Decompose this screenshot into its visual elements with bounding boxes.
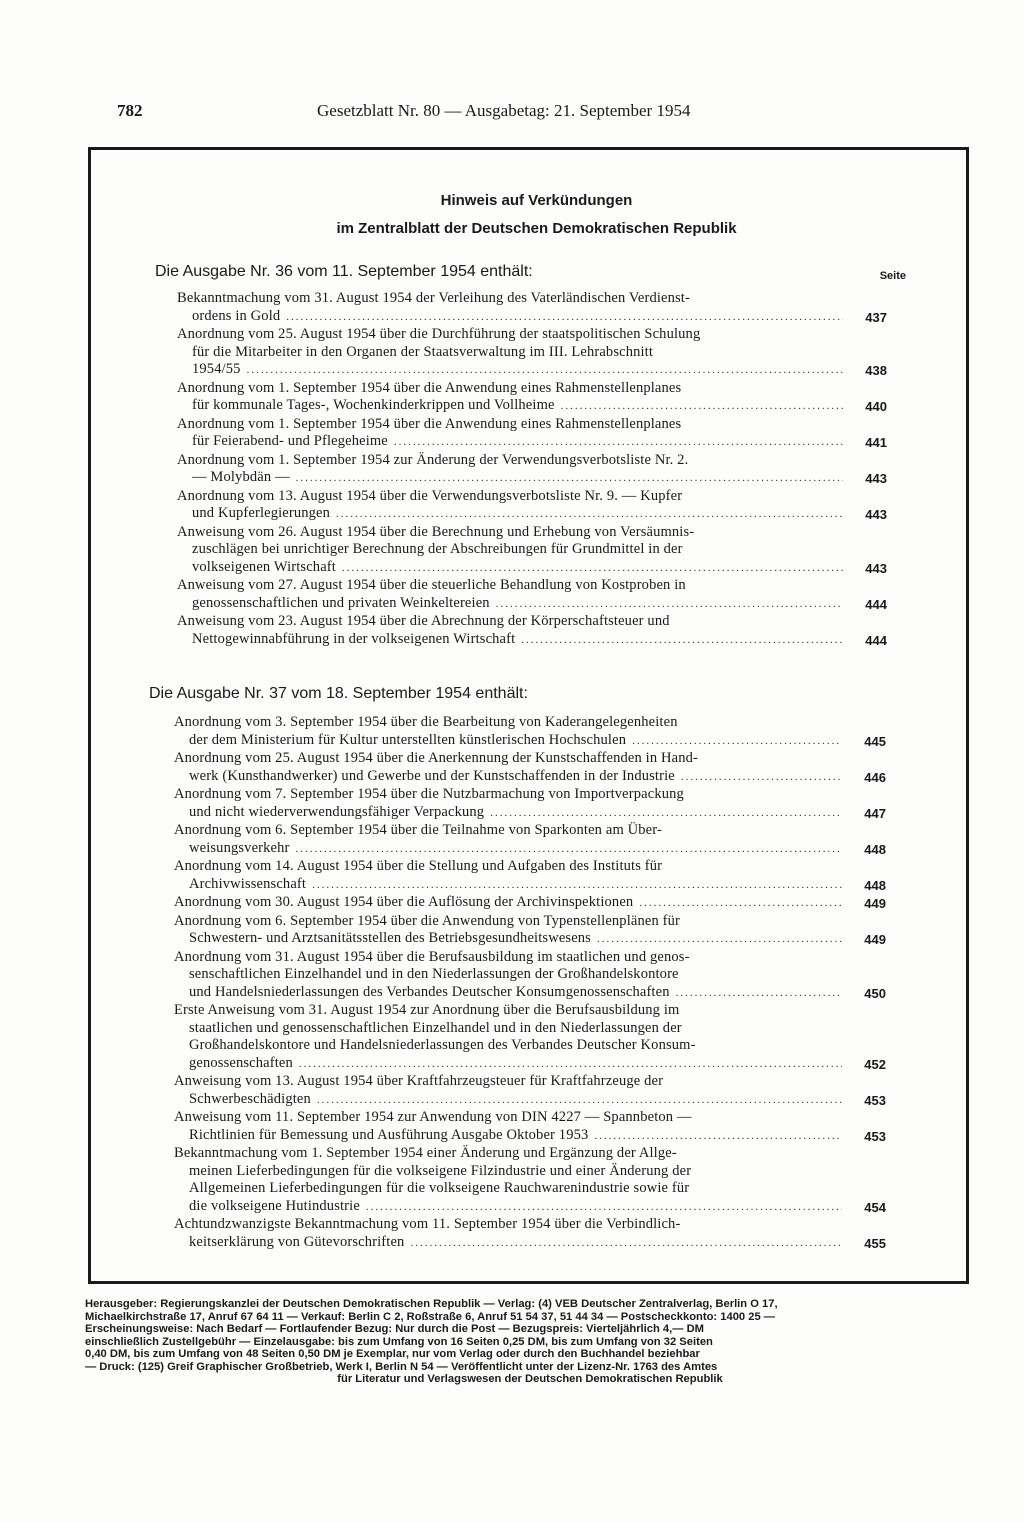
page-reference: 453	[864, 1092, 886, 1108]
dot-leader	[597, 931, 842, 949]
toc-entry	[177, 523, 887, 578]
toc-entry	[177, 379, 887, 416]
toc-entry	[174, 786, 886, 822]
page-reference: 438	[865, 363, 887, 378]
page-reference: 450	[864, 985, 886, 1001]
entry-last-line	[177, 397, 845, 416]
toc-entry	[177, 487, 887, 524]
entry-text-line: 1954/55	[192, 361, 241, 377]
page-reference: 452	[864, 1056, 886, 1072]
dot-leader	[496, 596, 843, 614]
entry-text-line: Schwerbeschädigten	[189, 1090, 311, 1107]
entry-text-line: Archivwissenschaft	[189, 875, 307, 892]
entry-text-line: staatlichen und genossenschaftlichen Einzelhandel und in den Niederlassungen der	[189, 1019, 682, 1036]
entry-text-line: senschaftlichen Einzelhandel und in den Niederlassungen der Großhandelskontore	[189, 966, 679, 982]
page-reference: 449	[864, 896, 886, 911]
imprint-line: — Druck: (125) Greif Graphischer Großbetrieb, Werk I, Berlin N 54 — Veröffentlicht unter der Lizenz-Nr. 1763 des Amtes	[85, 1360, 718, 1373]
dot-leader	[410, 1235, 842, 1253]
entry-text-line: Anweisung vom 26. August 1954 über die Berechnung und Erhebung von Versäumnis-	[177, 523, 695, 540]
page-reference: 453	[864, 1128, 886, 1144]
dot-leader	[561, 398, 843, 416]
entry-last-line	[177, 433, 845, 452]
entry-text-line: Allgemeinen Lieferbedingungen für die volkseigene Rauchwarenindustrie sowie für	[189, 1180, 690, 1196]
entry-last-line	[174, 984, 844, 1003]
entry-text-line: Anordnung vom 31. August 1954 über die Berufsausbildung im staatlichen und genos-	[174, 948, 690, 965]
page-reference: 448	[864, 841, 886, 857]
entry-last-line	[177, 631, 845, 650]
dot-leader	[317, 1092, 842, 1110]
dot-leader	[594, 1128, 842, 1146]
page-reference: 443	[865, 560, 887, 576]
entry-last-line	[174, 804, 844, 823]
dot-leader	[521, 632, 843, 650]
entry-text-line: Anordnung vom 1. September 1954 über die Anwendung eines Rahmenstellenplanes	[177, 379, 682, 396]
entry-last-line	[174, 876, 844, 895]
notice-subtitle: im Zentralblatt der Deutschen Demokratischen Republik	[336, 220, 737, 237]
entry-last-line	[174, 1055, 844, 1074]
entry-last-line	[177, 595, 845, 614]
dot-leader	[676, 985, 842, 1003]
dot-leader	[632, 733, 842, 751]
entry-text-line: Großhandelskontore und Handelsniederlassungen des Verbandes Deutscher Konsum-	[189, 1037, 696, 1053]
toc-entry	[174, 714, 886, 750]
entry-last-line	[174, 930, 844, 949]
entry-text-line: für Feierabend- und Pflegeheime	[192, 433, 388, 449]
dot-leader	[639, 895, 842, 913]
entry-text-line: — Molybdän —	[192, 469, 290, 485]
toc-entry	[174, 894, 886, 913]
entry-text-line: der dem Ministerium für Kultur unterstellten künstlerischen Hochschulen	[189, 731, 627, 748]
entries-issue-37	[174, 714, 886, 1252]
entry-last-line	[177, 505, 845, 524]
page-reference: 449	[864, 932, 886, 947]
imprint-line: für Literatur und Verlagswesen der Deutschen Demokratischen Republik	[337, 1373, 723, 1385]
entry-text-line: und Handelsniederlassungen des Verbandes Deutscher Konsumgenossenschaften	[189, 983, 670, 1000]
entry-last-line	[177, 559, 845, 578]
dot-leader	[312, 877, 842, 895]
entry-text-line: Anordnung vom 14. August 1954 über die Stellung und Aufgaben des Instituts für	[174, 858, 663, 874]
entry-text-line: und Kupferlegierungen	[192, 505, 331, 521]
entry-last-line	[174, 732, 844, 751]
entry-text-line: für die Mitarbeiter in den Organen der Staatsverwaltung im III. Lehrabschnitt	[192, 343, 654, 360]
page-reference: 443	[865, 471, 887, 486]
entry-text-line: Anordnung vom 13. August 1954 über die Verwendungsverbotsliste Nr. 9. — Kupfer	[177, 487, 683, 504]
entry-text-line: Anordnung vom 1. September 1954 zur Änderung der Verwendungsverbotsliste Nr. 2.	[177, 451, 689, 468]
imprint-line: Herausgeber: Regierungskanzlei der Deutschen Demokratischen Republik — Verlag: (4) VEB Deutscher Zentralverlag, Berlin O 17,	[85, 1298, 778, 1310]
toc-entry	[174, 1002, 886, 1073]
page-reference: 447	[864, 805, 886, 821]
page-reference: 444	[865, 632, 887, 648]
toc-entry	[174, 1145, 886, 1216]
entry-text-line: Anordnung vom 30. August 1954 über die Auflösung der Archivinspektionen	[174, 894, 634, 910]
entry-last-line	[174, 894, 844, 913]
imprint-line: 0,40 DM, bis zum Umfang von 48 Seiten 0,50 DM je Exemplar, nur vom Verlag oder durch den Buchhandel beziehbar	[85, 1348, 700, 1360]
entry-text-line: Anordnung vom 25. August 1954 über die Durchführung der staatspolitischen Schulung	[177, 326, 701, 342]
toc-entry	[177, 326, 887, 380]
entry-text-line: und nicht wiederverwendungsfähiger Verpackung	[189, 803, 485, 820]
entries-issue-36	[177, 290, 887, 649]
page-reference: 441	[865, 435, 887, 450]
entry-last-line	[174, 1234, 844, 1253]
entry-text-line: Anweisung vom 11. September 1954 zur Anwendung von DIN 4227 — Spannbeton —	[174, 1109, 692, 1125]
entry-text-line: Nettogewinnabführung in der volkseigenen Wirtschaft	[192, 630, 516, 647]
toc-entry	[174, 1073, 886, 1109]
entry-text-line: Richtlinien für Bemessung und Ausführung Ausgabe Oktober 1953	[189, 1126, 589, 1143]
entry-text-line: Anordnung vom 6. September 1954 über die Teilnahme von Sparkonten am Über-	[174, 822, 662, 838]
toc-entry	[177, 451, 887, 488]
entry-text-line: genossenschaften	[189, 1054, 293, 1071]
entry-text-line: keitserklärung von Gütevorschriften	[189, 1233, 405, 1250]
entry-text-line: Anordnung vom 3. September 1954 über die Bearbeitung von Kaderangelegenheiten	[174, 714, 678, 730]
entry-text-line: Erste Anweisung vom 31. August 1954 zur Anordnung über die Berufsausbildung im	[174, 1002, 680, 1018]
dot-leader	[681, 769, 842, 787]
entry-text-line: Anweisung vom 23. August 1954 über die Abrechnung der Körperschaftsteuer und	[177, 613, 670, 629]
entry-text-line: Achtundzwanzigste Bekanntmachung vom 11. September 1954 über die Verbindlich-	[174, 1216, 681, 1232]
dot-leader	[490, 805, 842, 823]
entry-text-line: Anordnung vom 1. September 1954 über die Anwendung eines Rahmenstellenplanes	[177, 415, 682, 432]
entry-text-line: weisungsverkehr	[189, 839, 290, 856]
entry-last-line	[174, 840, 844, 859]
dot-leader	[247, 362, 843, 380]
entry-text-line: für kommunale Tages-, Wochenkinderkrippen und Vollheime	[192, 397, 555, 413]
entry-text-line: meinen Lieferbedingungen für die volkseigene Filzindustrie und einer Änderung der	[189, 1162, 692, 1179]
dot-leader	[342, 560, 843, 578]
imprint-line: Michaelkirchstraße 17, Anruf 67 64 11 — Verkauf: Berlin C 2, Roßstraße 6, Anruf 51 54 37, 51 44 34 — Postscheckkonto: 1400 25 —	[85, 1310, 775, 1323]
page-reference: 443	[865, 507, 887, 522]
entry-text-line: genossenschaftlichen und privaten Weinkeltereien	[192, 594, 490, 611]
dot-leader	[394, 434, 843, 452]
entry-text-line: Anordnung vom 7. September 1954 über die Nutzbarmachung von Importverpackung	[174, 786, 684, 802]
toc-entry	[177, 415, 887, 452]
header-title: Gesetzblatt Nr. 80 — Ausgabetag: 21. September 1954	[317, 101, 691, 120]
entry-last-line	[177, 308, 845, 327]
page-reference: 444	[865, 596, 887, 612]
entry-text-line: werk (Kunsthandwerker) und Gewerbe und der Kunstschaffenden in der Industrie	[189, 767, 675, 784]
entry-text-line: Anweisung vom 13. August 1954 über Kraftfahrzeugsteuer für Kraftfahrzeuge der	[174, 1073, 664, 1089]
entry-text-line: die volkseigene Hutindustrie	[189, 1197, 360, 1214]
imprint-line: einschließlich Zustellgebühr — Einzelausgabe: bis zum Umfang von 16 Seiten 0,25 DM, bis zum Umfang von 32 Seiten	[85, 1335, 713, 1348]
entry-text-line: Anordnung vom 6. September 1954 über die Anwendung von Typenstellenplänen für	[174, 912, 680, 929]
page-reference: 440	[865, 399, 887, 414]
entry-last-line	[174, 1091, 844, 1110]
page-reference: 455	[864, 1235, 886, 1251]
toc-entry	[177, 613, 887, 649]
issue-heading: Die Ausgabe Nr. 37 vom 18. September 1954 enthält:	[149, 685, 528, 702]
entry-text-line: Bekanntmachung vom 1. September 1954 einer Änderung und Ergänzung der Allge-	[174, 1145, 677, 1161]
page-reference: 445	[864, 733, 886, 749]
dot-leader	[286, 309, 843, 327]
toc-entry	[177, 577, 887, 613]
dot-leader	[296, 841, 842, 859]
seite-label: Seite	[879, 270, 906, 282]
entry-text-line: Bekanntmachung vom 31. August 1954 der Verleihung des Vaterländischen Verdienst-	[177, 290, 690, 306]
entry-last-line	[177, 469, 845, 488]
notice-title: Hinweis auf Verkündungen	[440, 192, 633, 209]
toc-entry	[174, 1109, 886, 1145]
toc-entry	[174, 750, 886, 786]
entry-last-line	[174, 1198, 844, 1217]
imprint	[85, 1298, 975, 1386]
entry-text-line: volkseigenen Wirtschaft	[192, 558, 336, 575]
page-reference: 437	[865, 309, 887, 325]
entry-text-line: Schwestern- und Arztsanitätsstellen des Betriebsgesundheitswesens	[189, 930, 591, 946]
dot-leader	[296, 470, 843, 488]
notice-box	[88, 147, 969, 1284]
toc-entry	[174, 912, 886, 949]
toc-entry	[174, 1216, 886, 1252]
toc-entry	[174, 858, 886, 894]
dot-leader	[366, 1199, 842, 1217]
page-header	[117, 101, 772, 125]
page-reference: 454	[864, 1199, 886, 1215]
toc-entry	[177, 290, 887, 326]
page-reference: 446	[864, 769, 886, 785]
page-number: 782	[117, 101, 143, 120]
dot-leader	[336, 506, 843, 524]
entry-text-line: ordens in Gold	[192, 307, 281, 324]
entry-last-line	[174, 1127, 844, 1146]
toc-entry	[174, 822, 886, 858]
imprint-line: Erscheinungsweise: Nach Bedarf — Fortlaufender Bezug: Nur durch die Post — Bezugspreis: Vierteljährlich 4,— DM	[85, 1323, 704, 1335]
page-reference: 448	[864, 877, 886, 893]
entry-text-line: zuschlägen bei unrichtiger Berechnung der Abschreibungen für Grundmittel in der	[192, 541, 683, 557]
dot-leader	[299, 1056, 842, 1074]
entry-last-line	[177, 361, 845, 380]
issue-heading: Die Ausgabe Nr. 36 vom 11. September 1954 enthält:	[155, 263, 533, 280]
toc-entry	[174, 948, 886, 1003]
entry-text-line: Anordnung vom 25. August 1954 über die Anerkennung der Kunstschaffenden in Hand-	[174, 750, 698, 766]
entry-text-line: Anweisung vom 27. August 1954 über die steuerliche Behandlung von Kostproben in	[177, 577, 686, 593]
entry-last-line	[174, 768, 844, 787]
